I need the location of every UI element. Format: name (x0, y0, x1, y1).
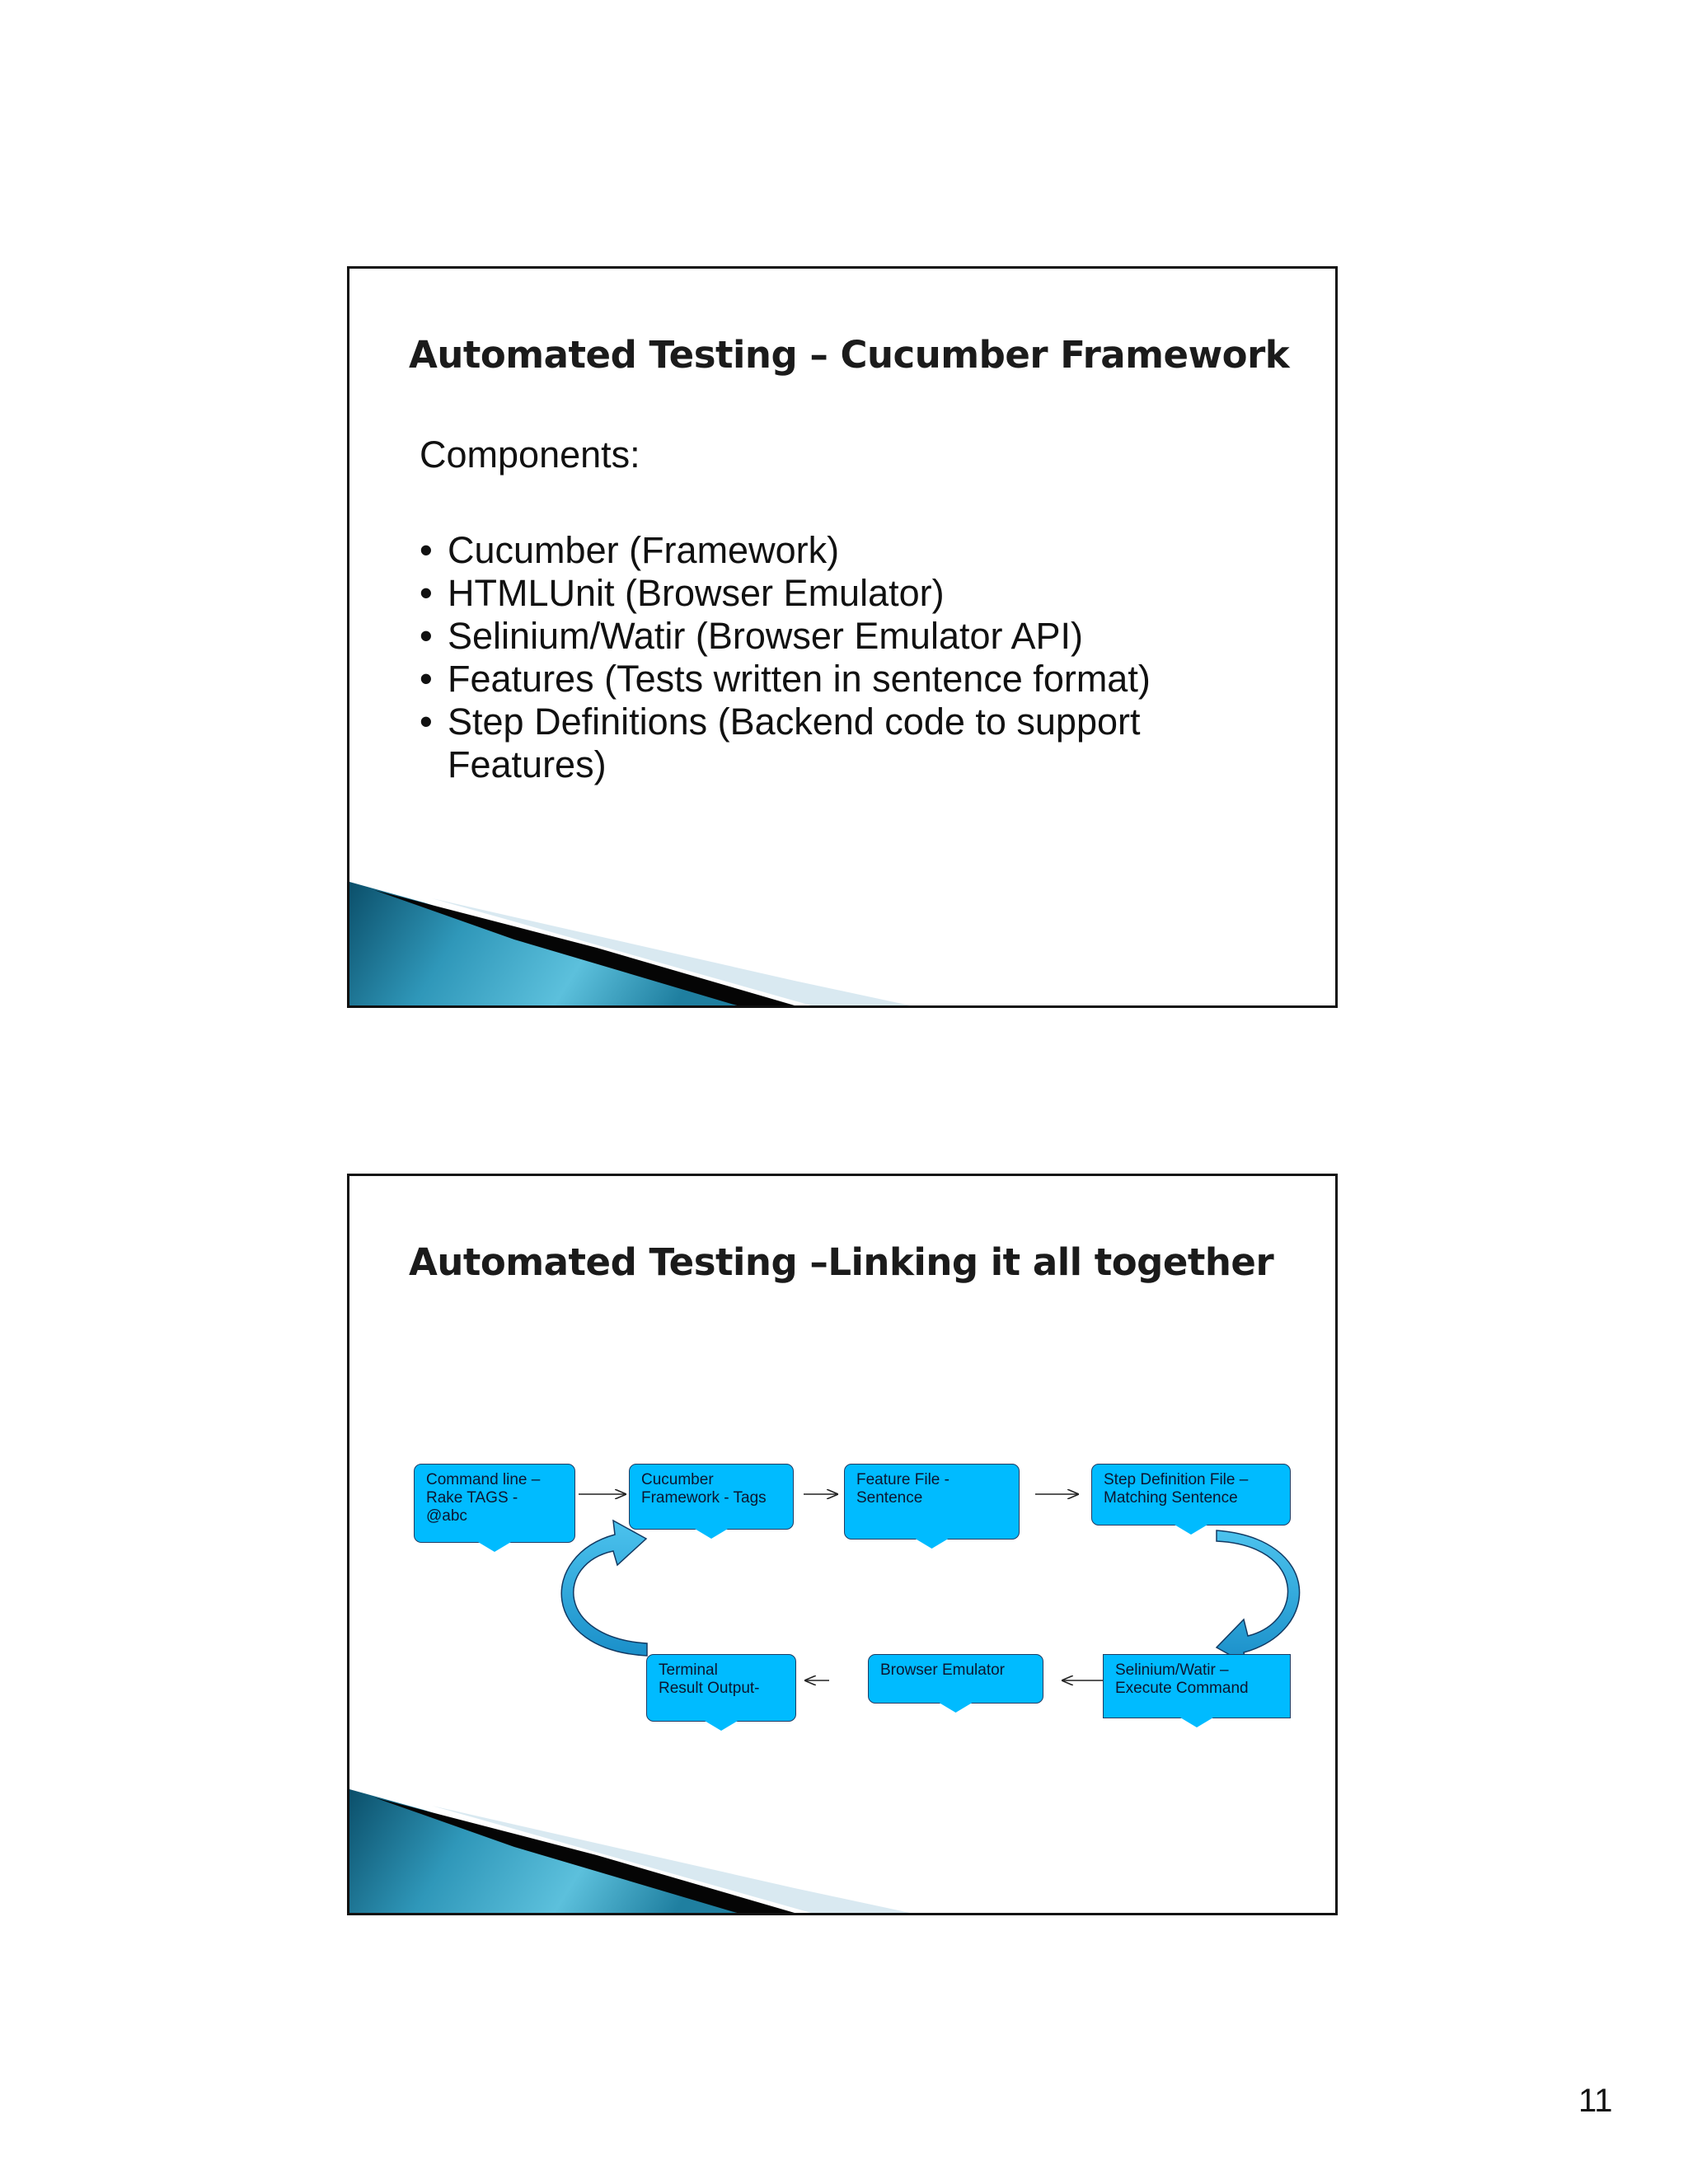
slide-decoration (349, 882, 1335, 1005)
list-item: • Selinium/Watir (Browser Emulator API) (420, 615, 1260, 658)
curved-arrow-right-icon (1217, 1530, 1300, 1664)
components-label: Components: (420, 434, 640, 476)
slide-title: Automated Testing – Cucumber Framework (409, 333, 1290, 377)
list-item: • Cucumber (Framework) (420, 529, 1260, 572)
node-step-definition: Step Definition File – Matching Sentence (1091, 1464, 1291, 1526)
components-list (420, 529, 1260, 786)
node-selinium-watir: Selinium/Watir – Execute Command (1103, 1654, 1291, 1718)
page-number: 11 (1578, 2083, 1613, 2119)
slide-cucumber-framework (347, 266, 1338, 1008)
node-command-line: Command line – Rake TAGS - @abc (414, 1464, 575, 1543)
list-item: • Step Definitions (Backend code to support Features) (420, 701, 1260, 786)
slide-linking-together (347, 1174, 1338, 1915)
list-item: • HTMLUnit (Browser Emulator) (420, 572, 1260, 615)
node-terminal-output: Terminal Result Output- (646, 1654, 796, 1722)
slide-title: Automated Testing –Linking it all together (409, 1240, 1274, 1284)
slide-decoration (349, 1789, 1335, 1913)
list-item: • Features (Tests written in sentence format) (420, 658, 1260, 701)
node-cucumber-framework: Cucumber Framework - Tags (629, 1464, 794, 1530)
node-browser-emulator: Browser Emulator (868, 1654, 1043, 1704)
node-feature-file: Feature File - Sentence (844, 1464, 1020, 1540)
curved-arrow-left-icon (561, 1521, 647, 1656)
